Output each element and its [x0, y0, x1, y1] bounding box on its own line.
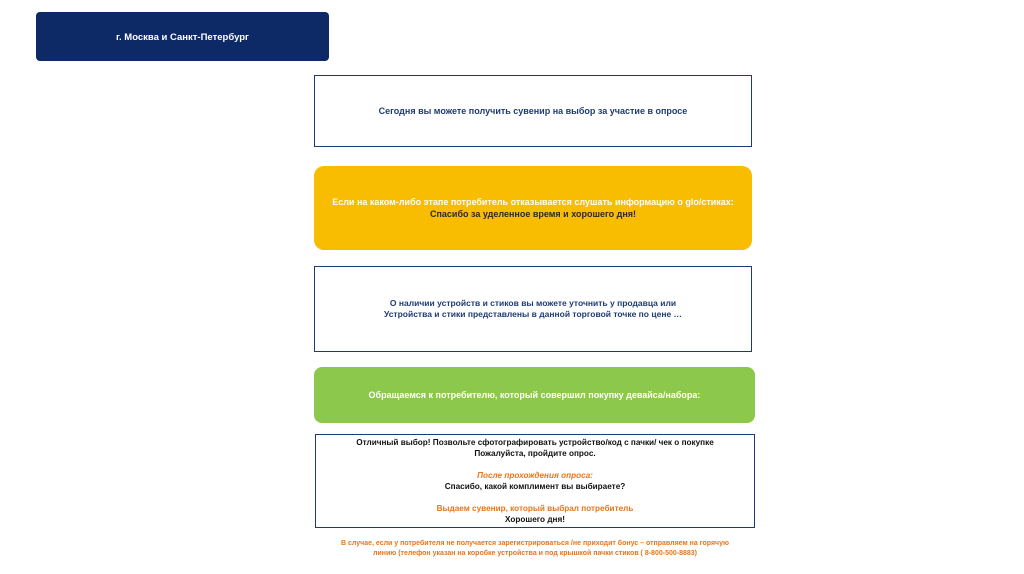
availability-box [314, 266, 752, 352]
script-photo-request: Отличный выбор! Позвольте сфотографировать устройство/код с пачки/ чек о покупке [356, 438, 714, 447]
script-survey-request: Пожалуйста, пройдите опрос. [474, 449, 596, 458]
footnote-line-1: В случае, если у потребителя не получается зарегистрироваться /не приходит бонус – отправляем на горячую [341, 540, 729, 547]
region-title: г. Москва и Санкт-Петербург [116, 32, 249, 43]
refusal-thanks-text: Спасибо за уделенное время и хорошего дня! [429, 209, 637, 219]
refusal-box [314, 166, 752, 250]
souvenir-offer-text: Сегодня вы можете получить сувенир на выбор за участие в опросе [378, 106, 688, 116]
script-after-survey: После прохождения опроса: [477, 471, 593, 480]
availability-line-2: Устройства и стики представлены в данной торговой точке по цене … [383, 309, 683, 319]
availability-line-1: О наличии устройств и стиков вы можете уточнить у продавца или [389, 298, 677, 308]
purchase-box [314, 367, 755, 423]
script-good-day: Хорошего дня! [505, 515, 565, 524]
souvenir-offer-box [314, 75, 752, 147]
script-box [315, 434, 755, 528]
footnote-line-2: линию (телефон указан на коробке устройства и под крышкой пачки стиков ( 8-800-500-8883) [373, 550, 697, 557]
refusal-condition-text: Если на каком-либо этапе потребитель отказывается слушать информацию о glo/стиках: [332, 197, 734, 207]
script-compliment-question: Спасибо, какой комплимент вы выбираете? [444, 482, 626, 491]
region-header [36, 12, 329, 61]
script-give-souvenir: Выдаем сувенир, который выбрал потребитель [436, 504, 634, 513]
hotline-footnote [316, 539, 754, 559]
purchase-text: Обращаемся к потребителю, который совершил покупку девайса/набора: [368, 390, 701, 400]
